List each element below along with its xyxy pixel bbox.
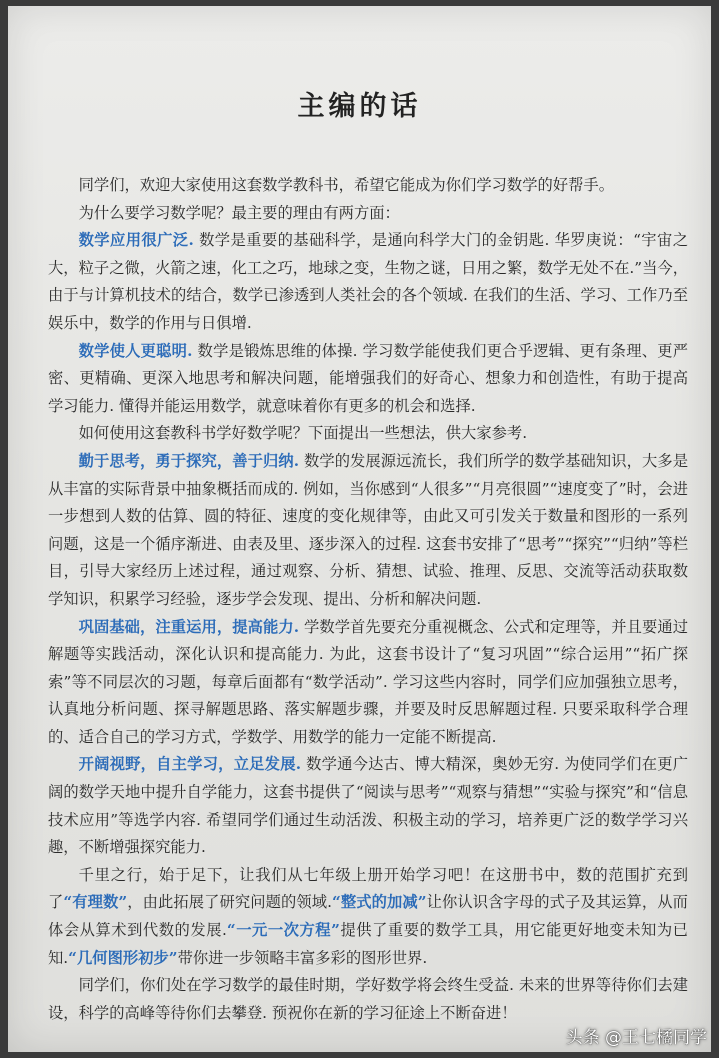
heading-think: 勤于思考，勇于探究，善于归纳. bbox=[78, 451, 300, 470]
text-journey-d: 提供了重要的数学工具，用它能更好地变未知为已知. bbox=[48, 921, 688, 967]
text-smarter: 数学是锻炼思维的体操. 学习数学能使我们更合乎逻辑、更有条理、更严密、更精确、更深入地思考和解决问题，能增强我们的好奇心、想象力和创造性，有助于提高学习能力. 懂得并能运用数学，就意味着你有更多的机会和选择. bbox=[48, 341, 689, 415]
text-application: 数学是重要的基础科学，是通向科学大门的金钥匙. 华罗庚说：“宇宙之大，粒子之微，火箭之速，化工之巧，地球之变，生物之谜，日用之繁，数学无处不在.”当今，由于与计算机技术的结合，数学已渗透到人类社会的各个领域. 在我们的生活、学习、工作乃至娱乐中，数学的作用与日俱增. bbox=[48, 231, 688, 332]
paragraph-foundation bbox=[48, 614, 688, 752]
text-foundation: 学数学首先要充分重视概念、公式和定理等，并且要通过解题等实践活动，深化认识和提高能力. 为此，这套书设计了“复习巩固”“综合运用”“拓广探索”等不同层次的习题，每章后面都有“数学活动”. 学习这些内容时，同学们应加强独立思考，认真地分析问题、探寻解题思路、落实解题步骤，并要及时反思解题过程. 只要采取科学合理的、适合自己的学习方式，学数学、用数学的能力一定能不断提高. bbox=[48, 617, 688, 746]
paragraph-application bbox=[48, 227, 688, 337]
chapter-polynomials: “整式的加减” bbox=[332, 893, 427, 912]
heading-vision: 开阔视野，自主学习，立足发展. bbox=[78, 755, 302, 774]
heading-smarter: 数学使人更聪明. bbox=[78, 341, 193, 360]
paragraph-greeting: 同学们，欢迎大家使用这套数学教科书，希望它能成为你们学习数学的好帮手。 bbox=[78, 176, 614, 194]
paragraph-journey bbox=[48, 862, 688, 972]
text-journey-a: 千里之行，始于足下，让我们从七年级上册开始学习吧！在这册书中，数的范围扩充到了 bbox=[48, 865, 688, 912]
book-page bbox=[8, 6, 711, 1052]
text-think: 数学的发展源远流长，我们所学的数学基础知识，大多是从丰富的实际背景中抽象概括而成的. 例如，当你感到“人很多”“月亮很圆”“速度变了”时，会进一步想到人数的估算、圆的特征、速度的变化规律等，由此又可引发关于数量和图形的一系列问题，这是一个循序渐进、由表及里、逐步深入的过程. 这套书安排了“思考”“探究”“归纳”等栏目，引导大家经历上述过程，通过观察、分析、猜想、试验、推理、反思、交流等活动获取数学知识，积累学习经验，逐步学会发现、提出、分析和解决问题. bbox=[48, 451, 688, 608]
paragraph-think bbox=[48, 448, 688, 614]
text-journey-e: 带你进一步领略丰富多彩的图形世界. bbox=[177, 948, 428, 967]
paragraph-why: 为什么要学习数学呢？最主要的理由有两方面： bbox=[78, 203, 400, 222]
watermark: 头条 @王七橘同学 bbox=[565, 1028, 707, 1048]
paragraph-how: 如何使用这套教科书学好数学呢？下面提出一些想法，供大家参考. bbox=[78, 424, 528, 443]
heading-foundation: 巩固基础，注重运用，提高能力. bbox=[78, 617, 300, 636]
chapter-rational-numbers: “有理数” bbox=[63, 893, 128, 912]
chapter-linear-equations: “一元一次方程” bbox=[226, 921, 340, 940]
text-journey-c: 让你认识含字母的式子及其运算，从而体会从算术到代数的发展. bbox=[48, 893, 688, 940]
page-content bbox=[48, 172, 688, 1027]
paragraph-vision bbox=[48, 751, 688, 861]
heading-application: 数学应用很广泛. bbox=[78, 231, 194, 250]
chapter-geometry: “几何图形初步” bbox=[68, 948, 178, 967]
text-vision: 数学通今达古、博大精深，奥妙无穷. 为使同学们在更广阔的数学天地中提升自学能力，这套书提供了“阅读与思考”“观察与猜想”“实验与探究”和“信息技术应用”等选学内容. 希望同学们通过生动活泼、积极主动的学习，培养更广泛的数学学习兴趣，不断增强探究能力. bbox=[48, 755, 689, 857]
paragraph-smarter bbox=[48, 338, 688, 421]
paragraph-closing: 同学们，你们处在学习数学的最佳时期，学好数学将会终生受益. 未来的世界等待你们去建设，科学的高峰等待你们去攀登. 预祝你在新的学习征途上不断奋进！ bbox=[48, 976, 688, 1022]
page-title: 主编的话 bbox=[297, 91, 422, 122]
text-journey-b: ，由此拓展了研究问题的领域. bbox=[127, 893, 333, 912]
